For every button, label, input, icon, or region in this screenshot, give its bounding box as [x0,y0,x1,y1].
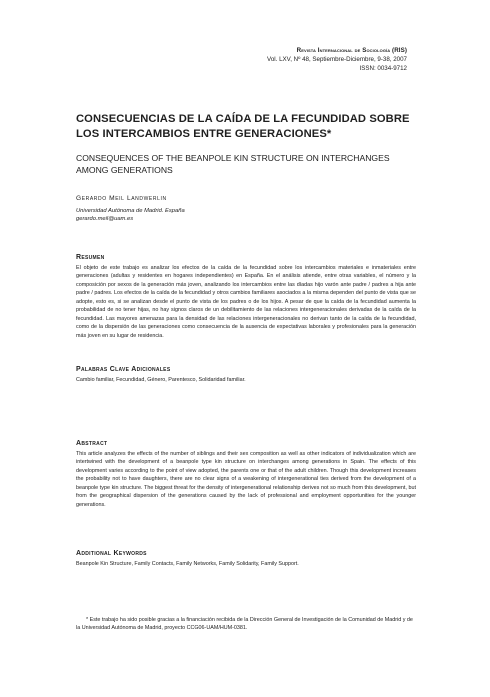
palabras-clave-heading: Palabras Clave Adicionales [76,366,171,373]
author-affiliation-block [76,207,416,224]
resumen-heading: Resumen [76,254,105,261]
abstract-text: This article analyzes the effects of the number of siblings and their sex composition as well as other indicators of individualization which are intertwined with the development of a beanpole type kin structure on interchanges among generations in Spain. The effects of this development varies according to the point of view adopted, the parents one or that of the adult children. Though this development increases the probability not to have daughters, there are no clear signs of a weakening of intergenerational ties derived from the development of a beanpole type kin structure. The biggest threat for the density of intergenerational relationship derives not so much from this development, but from the geographical dispersion of the generations caused by the lack of professional and employment opportunities for the younger generations. [76,451,416,508]
article-title-spanish: CONSECUENCIAS DE LA CAÍDA DE LA FECUNDIDAD SOBRE LOS INTERCAMBIOS ENTRE GENERACIONES* [76,113,410,140]
footnote: * Este trabajo ha sido posible gracias a la financiación recibida de la Dirección General de Investigación de la Comunidad de Madrid y de la Universidad Autónoma de Madrid, proyecto CCG06-UAM/HUM-0381. [76,617,413,632]
article-title-english: CONSEQUENCES OF THE BEANPOLE KIN STRUCTURE ON INTERCHANGES AMONG GENERATIONS [76,153,390,175]
resumen-text: El objeto de este trabajo es analizar los efectos de la caída de la fecundidad sobre los intercambios materiales e inmateriales entre generaciones (adultas y residentes en hogares independientes) en España. En el análisis atiende, entre otras variables, el número y la composición por sexos de la generación más joven, analizando los intercambios entre las díadas hijo varón ante padre / padres a hija ante padre / padres. Los efectos de la caída de la fecundidad y otros cambios familiares asociados a la misma dependen del punto de vista que se adopte, esto es, si se analizan desde el punto de vista de los padres o de los hijos. A pesar de que la caída de la fecundidad aumenta la probabilidad de no tener hijas, no hay signos claros de un debilitamiento de las relaciones intergeneracionales derivadas de la caída de la fecundidad. Las mayores amenazas para la densidad de las relaciones intergeneracionales no derivan tanto de la caída de la fecundidad, como de la dispersión de las generaciones como consecuencia de la ausencia de expectativas laborales y profesionales para la generación más joven en su lugar de residencia. [76,265,416,339]
journal-header [147,46,407,73]
journal-issn: ISSN: 0034-9712 [359,65,407,72]
journal-volume: Vol. LXV, Nº 48, Septiembre-Diciembre, 9-38, 2007 [267,56,407,63]
journal-name: Revista Internacional de Sociología (RIS) [296,47,407,54]
palabras-clave-text: Cambio familiar, Fecundidad, Género, Parentesco, Solidaridad familiar. [76,377,246,383]
keywords-heading: Additional Keywords [76,550,147,557]
abstract-heading: Abstract [76,440,108,447]
author-email: gerardo.meil@uam.es [76,216,134,223]
author-affiliation: Universidad Autónoma de Madrid. España [76,208,185,214]
keywords-text: Beanpole Kin Structure, Family Contacts, Family Networks, Family Solidarity, Family Support. [76,561,299,567]
author-name: Gerardo Meil Landwerlin [76,195,167,202]
